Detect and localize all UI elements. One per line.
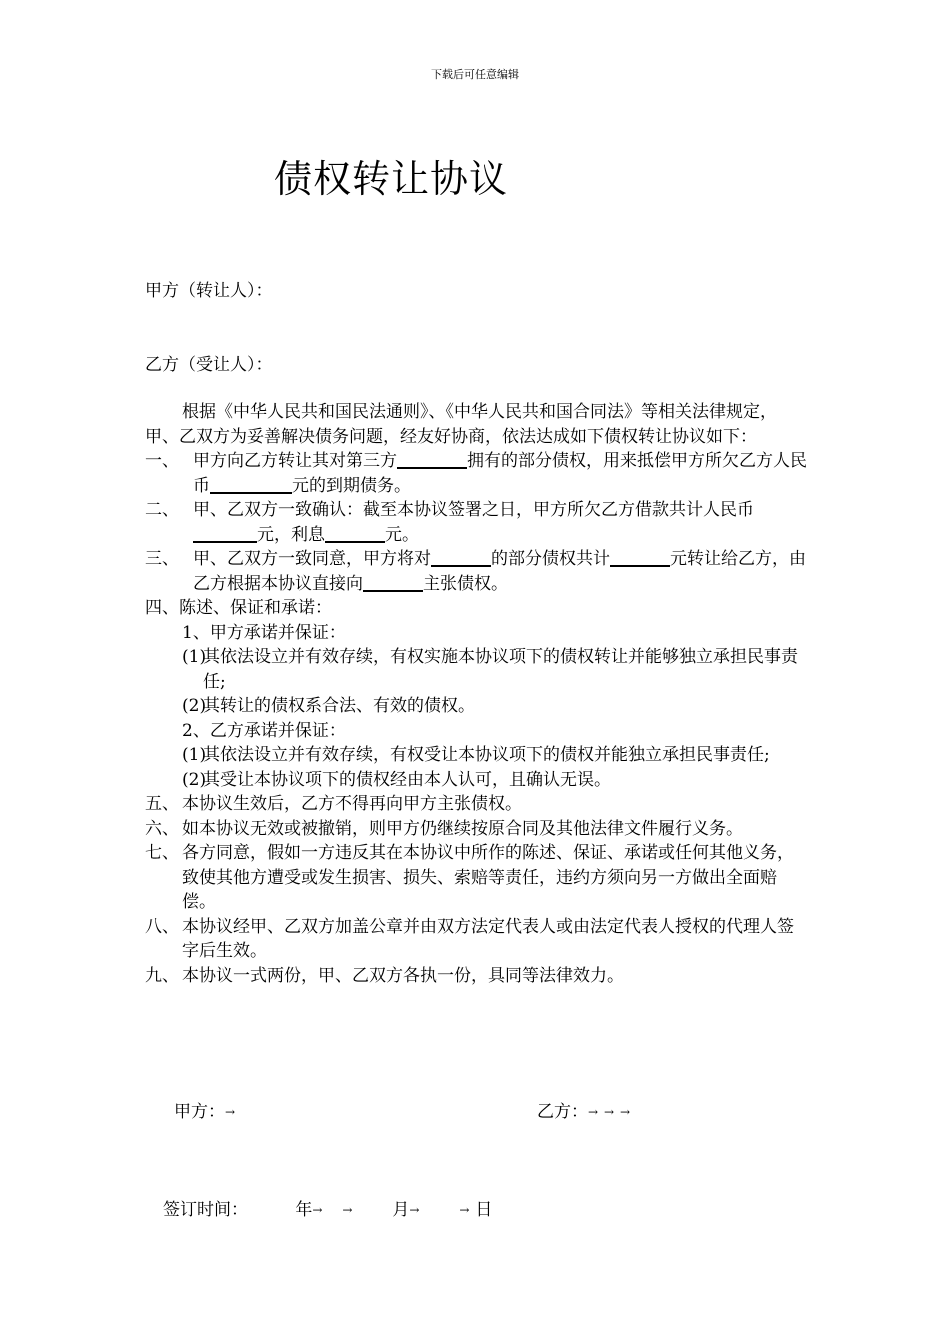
sub-number: (2)	[182, 696, 207, 716]
sub-text: 其转让的债权系合法、有效的债权。	[203, 696, 475, 716]
claim-target-blank[interactable]	[363, 572, 423, 592]
clause-4-sub-1-1	[145, 645, 810, 694]
clause-4-sub-2-2	[145, 768, 810, 793]
clause-text: 拥有的部分债权，用来抵偿甲方所欠乙方人民币	[193, 451, 807, 496]
clause-4-sub-1-2	[145, 694, 810, 719]
transfer-amount-blank[interactable]	[610, 547, 670, 567]
sub-text: 其受让本协议项下的债权经由本人认可，且确认无误。	[203, 769, 611, 790]
clause-text: 本协议生效后，乙方不得再向甲方主张债权。	[182, 794, 522, 814]
clause-8	[145, 915, 810, 964]
sub-text: 其依法设立并有效存续，有权实施本协议项下的债权转让并能够独立承担民事责任;	[203, 647, 798, 692]
agreement-body	[145, 400, 810, 988]
party-a-signature	[174, 1097, 241, 1122]
clause-text: 元转让给乙方，由乙方根据本协议直接向	[193, 549, 806, 594]
clause-number: 七、	[145, 843, 179, 863]
tab-arrow-icon: →	[620, 1105, 631, 1119]
month-label: 月	[392, 1200, 410, 1220]
signing-date-label: 签订时间：	[163, 1200, 248, 1220]
sub-text: 其依法设立并有效存续，有权受让本协议项下的债权并能独立承担民事责任;	[203, 745, 770, 765]
clause-text: 元，利息	[257, 524, 325, 545]
party-b-label: 乙方（受让人）：	[145, 355, 273, 375]
clause-text: 如本协议无效或被撤销，则甲方仍继续按原合同及其他法律文件履行义务。	[182, 818, 743, 839]
clause-2	[145, 498, 810, 547]
amount-blank[interactable]	[210, 474, 292, 494]
clause-4-sub-2: 2、乙方承诺并保证：	[182, 720, 346, 741]
tab-arrow-icon: →	[459, 1203, 470, 1217]
signing-date-row	[163, 1195, 492, 1220]
tab-arrow-icon: →	[225, 1105, 236, 1119]
tab-arrow-icon: →	[588, 1105, 599, 1119]
clause-text: 本协议一式两份，甲、乙双方各执一份，具同等法律效力。	[182, 965, 624, 986]
tab-arrow-icon: →	[409, 1203, 420, 1217]
debtor-blank[interactable]	[431, 547, 491, 567]
clause-number: 一、	[145, 451, 179, 471]
clause-4-sub-2-1	[145, 743, 810, 768]
clause-number: 八、	[145, 916, 179, 937]
document-title: 债权转让协议	[274, 157, 509, 201]
sub-number: (1)	[182, 745, 207, 765]
tab-arrow-icon: →	[604, 1105, 615, 1119]
clause-text: 的部分债权共计	[491, 549, 610, 569]
sub-number: (2)	[182, 769, 207, 790]
clause-text: 元。	[385, 524, 419, 545]
page-header: 下载后可任意编辑	[431, 68, 519, 81]
sub-number: (1)	[182, 647, 207, 667]
loan-amount-blank[interactable]	[193, 523, 257, 543]
clause-text: 各方同意，假如一方违反其在本协议中所作的陈述、保证、承诺或任何其他义务，致使其他方遭受或发生损害、损失、索赔等责任，违约方须向另一方做出全面赔偿。	[182, 843, 794, 912]
clause-6	[145, 817, 810, 842]
day-label: 日	[475, 1200, 493, 1220]
clause-text: 元的到期债务。	[292, 475, 411, 496]
clause-text: 主张债权。	[423, 573, 508, 594]
clause-7	[145, 841, 810, 915]
clause-number: 六、	[145, 818, 179, 839]
party-a-label: 甲方（转让人）：	[145, 281, 273, 301]
clause-9	[145, 964, 810, 989]
year-label: 年	[295, 1200, 313, 1220]
clause-text: 甲、乙双方一致同意，甲方将对	[193, 549, 431, 569]
interest-blank[interactable]	[325, 523, 385, 543]
clause-text: 甲、乙双方一致确认：截至本协议签署之日，甲方所欠乙方借款共计人民币	[193, 500, 754, 520]
clause-4-sub-1: 1、甲方承诺并保证：	[182, 622, 346, 643]
clause-number: 二、	[145, 500, 179, 520]
intro-paragraph: 根据《中华人民共和国民法通则》、《中华人民共和国合同法》等相关法律规定，甲、乙双方为妥善解决债务问题，经友好协商，依法达成如下债权转让协议如下：	[145, 402, 777, 447]
clause-text: 本协议经甲、乙双方加盖公章并由双方法定代表人或由法定代表人授权的代理人签字后生效。	[182, 916, 794, 961]
party-b-signature-label: 乙方：	[537, 1102, 588, 1122]
clause-4-heading: 四、陈述、保证和承诺：	[145, 598, 332, 618]
tab-arrow-icon: →	[342, 1203, 353, 1217]
tab-arrow-icon: →	[312, 1203, 323, 1217]
clause-5	[145, 792, 810, 817]
party-b-signature	[537, 1097, 636, 1122]
clause-1	[145, 449, 810, 498]
third-party-blank[interactable]	[397, 449, 467, 469]
clause-text: 甲方向乙方转让其对第三方	[193, 451, 397, 471]
clause-3	[145, 547, 810, 596]
clause-number: 五、	[145, 794, 179, 814]
clause-number: 九、	[145, 965, 179, 986]
clause-number: 三、	[145, 549, 179, 569]
party-a-signature-label: 甲方：	[174, 1102, 225, 1122]
